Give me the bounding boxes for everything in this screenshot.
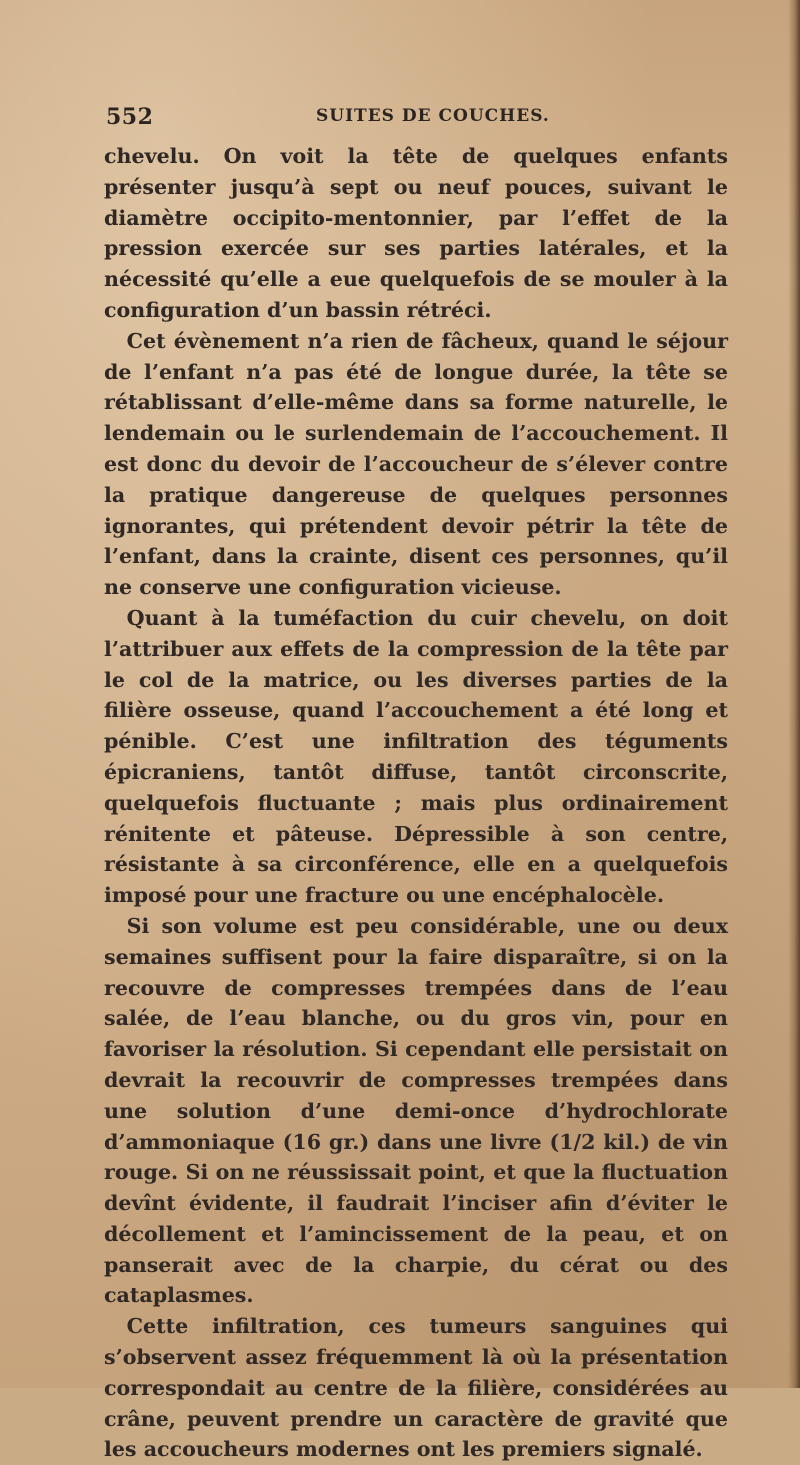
paragraph-3: Quant à la tuméfaction du cuir chevelu, on doit l’attribuer aux effets de la compression de la tête par le col de la matrice, ou les diverses parties de la filière osseuse, quand l’accouchement a été long et pénible. C’est une infiltration des téguments épicraniens, tantôt diffuse, tantôt circonscrite, quelquefois fluctuante ; mais plus ordinairement rénitente et pâteuse. Dépressible à son centre, résistante à sa circonférence, elle en a quelquefois imposé pour une fracture ou une encéphalocèle. — [104, 605, 728, 908]
page-number: 552 — [106, 104, 154, 130]
paragraph-1: chevelu. On voit la tête de quelques enfants présenter jusqu’à sept ou neuf pouces, suivant le diamètre occipito-mentonnier, par l’effet de la pression exercée sur ses parties latérales, et la nécessité qu’elle a eue quelquefois de se mouler à la configuration d’un bassin rétréci. — [104, 144, 728, 322]
paragraph-4: Si son volume est peu considérable, une ou deux semaines suffisent pour la faire disparaître, si on la recouvre de compresses trempées dans de l’eau salée, de l’eau blanche, ou du gros vin, pour en favoriser la résolution. Si cependant elle persistait on devrait la recouvrir de compresses trempées dans une solution d’une demi-once d’hydrochlorate d’ammoniaque (16 gr.) dans une livre (1/2 kil.) de vin rouge. Si on ne réussissait point, et que la fluctuation devînt évidente, il faudrait l’inciser afin d’éviter le décollement et l’amincissement de la peau, et on panserait avec de la charpie, du cérat ou des cataplasmes. — [104, 913, 728, 1308]
paragraph-2: Cet évènement n’a rien de fâcheux, quand le séjour de l’enfant n’a pas été de longue durée, la tête se rétablissant d’elle-même dans sa forme naturelle, le lendemain ou le surlendemain de l’accouchement. Il est donc du devoir de l’accoucheur de s’élever contre la pratique dangereuse de quelques personnes ignorantes, qui prétendent devoir pétrir la tête de l’enfant, dans la crainte, disent ces personnes, qu’il ne conserve une configuration vicieuse. — [104, 328, 728, 600]
page-header — [106, 104, 726, 138]
running-head: SUITES DE COUCHES. — [316, 106, 550, 126]
body-text — [104, 141, 728, 1465]
page-edge-shadow — [788, 0, 800, 1388]
paragraph-5: Cette infiltration, ces tumeurs sanguines qui s’observent assez fréquemment là où la présentation correspondait au centre de la filière, considérées au crâne, peuvent prendre un caractère de gravité que les accoucheurs modernes ont les premiers signalé. — [104, 1314, 728, 1462]
